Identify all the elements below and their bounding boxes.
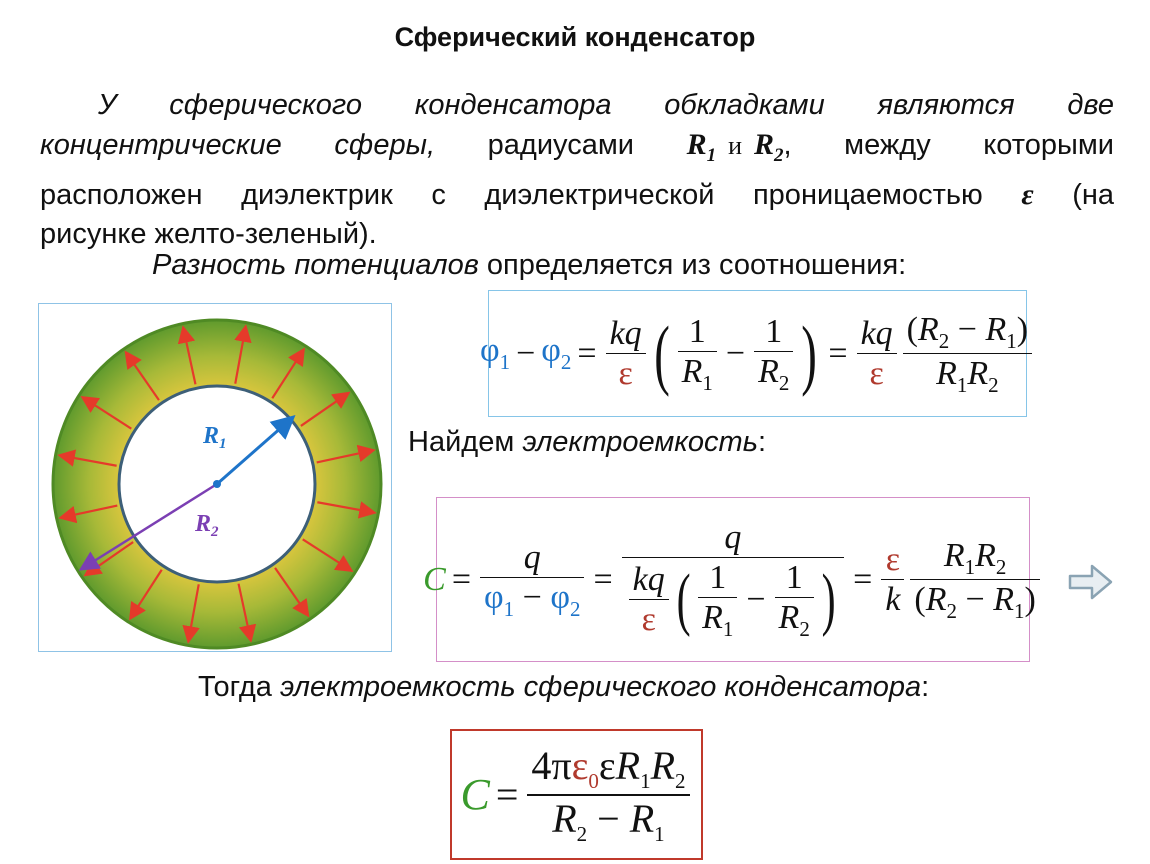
capacitance-derivation-formula: C = $\frac{q}{\varphi_1 - \varphi_2}$ = q $\frac{kq}{\varepsilon}$ ( $\frac{1}{R_1}$ − $\frac{1}{R_2}$ ) = $\frac{\varepsilon}{k}$ $\frac{R_1R_2}{(R_2 - R_1)}$ (436, 497, 1030, 662)
potential-difference-formula: $\varphi_1$ − $\varphi_2$ = $\frac{kq}{\varepsilon}$ ( $\frac{1}{R_1}$ − $\frac{1}{R_2}$ ) = $\frac{kq}{\varepsilon}$ $\frac{(R_2 - R_1)}{R_1R_2}$ (488, 290, 1027, 417)
capacitance-sentence: Найдем электроемкость: (408, 426, 767, 458)
intro-line-1: У сферического конденсатора обкладками являются две (98, 89, 1114, 121)
intro-line-3: расположен диэлектрик с диэлектрической проницаемостью ε (на (40, 178, 1115, 211)
label-r1: $R_1$ (203, 423, 227, 452)
capacitor-figure (38, 303, 392, 652)
intro-line-2: концентрические сферы, радиусами $R_1$ и $R_2$, между которыми (40, 128, 1114, 166)
potential-difference-sentence: Разность потенциалов определяется из соотношения: (152, 249, 907, 281)
epsilon-symbol: ε (1021, 178, 1034, 211)
label-r2: $R_2$ (195, 511, 219, 540)
next-slide-arrow-icon[interactable] (1068, 562, 1114, 602)
intro-paragraph (40, 86, 1114, 254)
final-capacitance-sentence: Тогда электроемкость сферического конденсатора: (198, 671, 930, 703)
page-title: Сферический конденсатор (394, 22, 756, 52)
intro-line-4: рисунке желто-зеленый). (40, 218, 377, 250)
final-capacitance-formula: C = $\frac{4\pi\varepsilon_0\varepsilon R_1R_2}{R_2 - R_1}$ (450, 729, 703, 860)
center-point (213, 480, 221, 488)
